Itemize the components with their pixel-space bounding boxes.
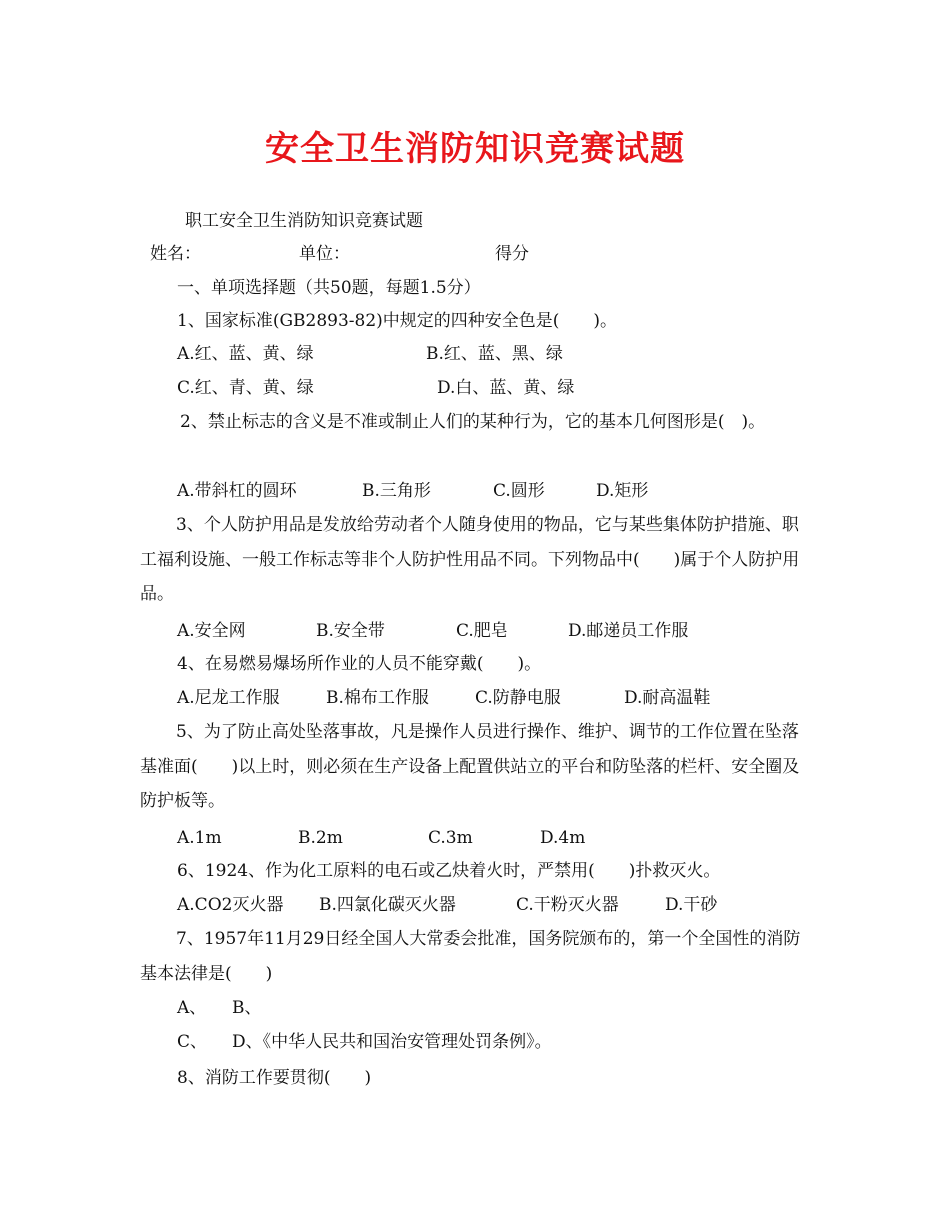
question-6-option-c: C.干粉灭火器 <box>516 895 619 915</box>
question-5-stem: 5、为了防止高处坠落事故，凡是操作人员进行操作、维护、调节的工作位置在坠落基准面( )以上时，则必须在生产设备上配置供站立的平台和防坠落的栏杆、安全圈及防护板等。 <box>140 722 800 811</box>
unit-field-label: 单位： <box>299 244 350 264</box>
question-3-option-b: B.安全带 <box>316 621 385 641</box>
question-5-option-c: C.3m <box>428 828 473 848</box>
question-3-option-d: D.邮递员工作服 <box>568 621 689 641</box>
question-8-stem: 8、消防工作要贯彻( ) <box>177 1068 372 1088</box>
question-7-option-c: C、 <box>177 1032 208 1052</box>
question-1-stem: 1、国家标准(GB2893-82)中规定的四种安全色是( )。 <box>177 311 618 331</box>
question-3-option-c: C.肥皂 <box>456 621 508 641</box>
question-2-option-d: D.矩形 <box>596 481 649 501</box>
question-3-option-a: A.安全网 <box>177 621 246 641</box>
name-field-label: 姓名： <box>150 244 201 264</box>
question-1-option-b: B.红、蓝、黑、绿 <box>426 344 563 364</box>
question-4-stem: 4、在易燃易爆场所作业的人员不能穿戴( )。 <box>177 654 542 674</box>
question-1-option-d: D.白、蓝、黄、绿 <box>437 378 575 398</box>
question-4-option-c: C.防静电服 <box>475 688 561 708</box>
question-2-option-b: B.三角形 <box>362 481 431 501</box>
question-6-stem: 6、1924、作为化工原料的电石或乙炔着火时，严禁用( )扑救灭火。 <box>177 861 721 881</box>
question-4-option-b: B.棉布工作服 <box>326 688 429 708</box>
question-5-option-b: B.2m <box>298 828 343 848</box>
question-2-option-c: C.圆形 <box>493 481 545 501</box>
subtitle: 职工安全卫生消防知识竞赛试题 <box>185 211 423 231</box>
document-title: 安全卫生消防知识竞赛试题 <box>265 129 685 169</box>
question-5-option-a: A.1m <box>177 828 222 848</box>
section-heading: 一、单项选择题（共50题，每题1.5分） <box>177 278 481 298</box>
question-4-option-a: A.尼龙工作服 <box>177 688 280 708</box>
question-2-stem: 2、禁止标志的含义是不准或制止人们的某种行为，它的基本几何图形是( )。 <box>180 412 766 432</box>
question-3-stem: 3、个人防护用品是发放给劳动者个人随身使用的物品，它与某些集体防护措施、职工福利设施、一般工作标志等非个人防护性用品不同。下列物品中( )属于个人防护用品。 <box>140 515 800 604</box>
score-field-label: 得分 <box>495 244 529 264</box>
question-7-option-a: A、 <box>177 998 207 1018</box>
question-6-option-a: A.CO2灭火器 <box>177 895 284 915</box>
question-7-option-b: B、 <box>232 998 262 1018</box>
question-2-option-a: A.带斜杠的圆环 <box>177 481 297 501</box>
question-6-option-d: D.干砂 <box>665 895 718 915</box>
question-1-option-c: C.红、青、黄、绿 <box>177 378 314 398</box>
question-1-option-a: A.红、蓝、黄、绿 <box>177 344 314 364</box>
question-5-option-d: D.4m <box>540 828 586 848</box>
question-4-option-d: D.耐高温鞋 <box>624 688 711 708</box>
question-6-option-b: B.四氯化碳灭火器 <box>319 895 456 915</box>
question-7-stem: 7、1957年11月29日经全国人大常委会批准，国务院颁布的，第一个全国性的消防基本法律是( ) <box>140 929 801 984</box>
question-7-option-d: D、《中华人民共和国治安管理处罚条例》。 <box>232 1032 552 1052</box>
